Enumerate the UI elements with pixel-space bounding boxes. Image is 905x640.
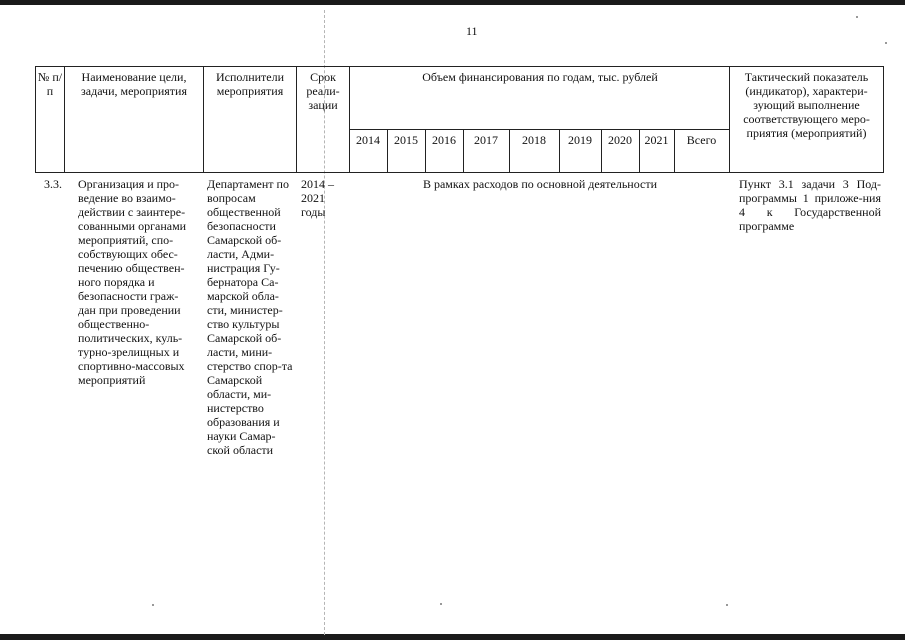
- row-financing: В рамках расходов по основной деятельности: [422, 177, 658, 191]
- page-number: 11: [466, 24, 478, 38]
- scan-speck: [856, 16, 858, 18]
- header-term: Срок реали-зации: [306, 70, 340, 112]
- row-indicator: Пункт 3.1 задачи 3 Под-программы 1 приложе-ния 4 к Государственной программе: [739, 177, 881, 233]
- row-name: Организация и про-ведение во взаимо-действии с заинтере-сованными органами мероприятий, спо-собствующих обес-печению обществен-ного порядка и безопасности граж-дан при проведении общественно-политических, куль-турно-зрелищных и спортивно-массовых мероприятий: [78, 177, 187, 387]
- header-name: Наименование цели, задачи, мероприятия: [81, 70, 187, 98]
- header-executors: Исполнители мероприятия: [215, 70, 285, 98]
- scan-speck: [152, 604, 154, 606]
- header-num: № п/п: [37, 70, 63, 98]
- row-term: [301, 177, 349, 219]
- scan-edge-top: [0, 0, 905, 5]
- year-2018: 2018: [522, 133, 546, 147]
- year-2019: 2019: [568, 133, 592, 147]
- year-total: Всего: [686, 133, 717, 147]
- year-2020: 2020: [608, 133, 632, 147]
- row-num: 3.3.: [44, 177, 62, 191]
- header-financing: Объем финансирования по годам, тыс. рублей: [422, 70, 658, 84]
- year-2021: 2021: [644, 133, 669, 147]
- header-indicator: Тактический показатель (индикатор), характери-зующий выполнение соответствующего меро-приятия (мероприятий): [743, 70, 870, 140]
- row-term-word: годы: [301, 205, 326, 219]
- year-2016: 2016: [432, 133, 456, 147]
- row-term-years: 2014 – 2021: [301, 177, 334, 205]
- year-2015: 2015: [394, 133, 418, 147]
- row-executors: Департамент по вопросам общественной безопасности Самарской об-ласти, Адми-нистрация Гу-бернатора Са-марской обла-сти, министер-ство культуры Самарской об-ласти, мини-стерство спор-та Самарской области, ми-нистерство образования и науки Самар-ской области: [207, 177, 293, 457]
- scan-speck: [885, 42, 887, 44]
- year-2017: 2017: [474, 133, 498, 147]
- year-2014: 2014: [356, 133, 380, 147]
- scan-edge-bottom: [0, 634, 905, 640]
- scan-speck: [726, 604, 728, 606]
- scan-speck: [440, 603, 442, 605]
